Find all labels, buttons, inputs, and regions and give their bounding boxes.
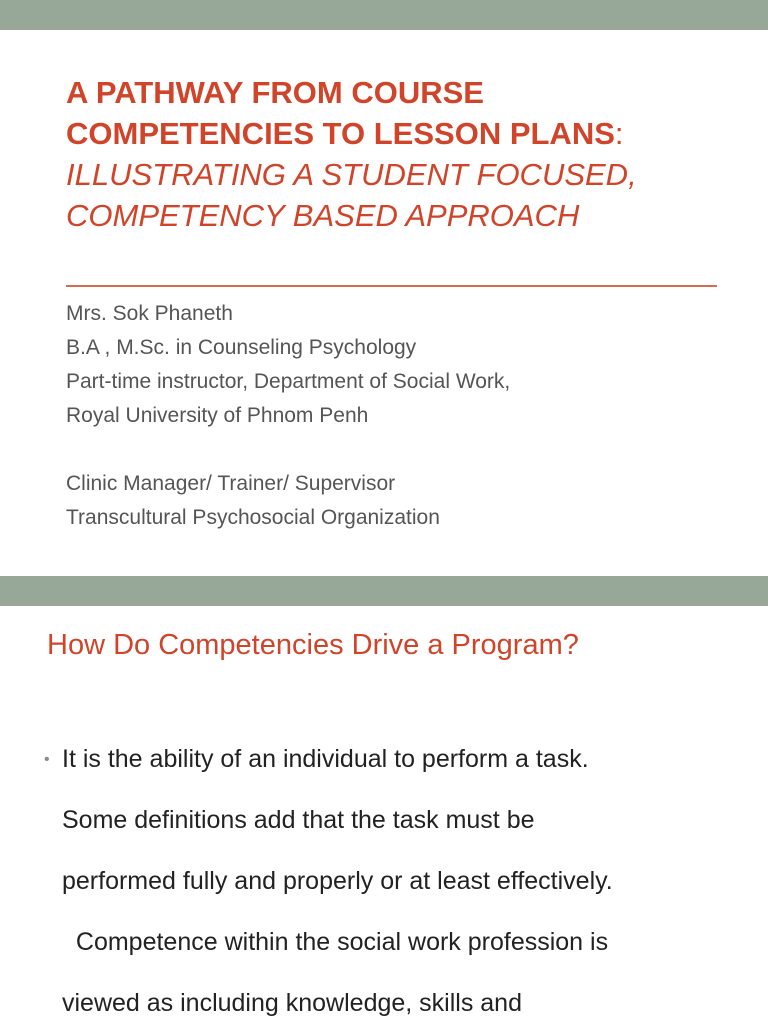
bullet-paragraph [44, 729, 734, 1034]
author-position: Part-time instructor, Department of Social Work, [66, 370, 511, 393]
body-line: Some definitions add that the task must be [62, 806, 535, 834]
title-italic-text: ILLUSTRATING A STUDENT FOCUSED, COMPETENCY BASED APPROACH [66, 157, 637, 233]
title-slide [0, 30, 768, 576]
body-line: viewed as including knowledge, skills and [62, 989, 522, 1017]
title-bold-text: A PATHWAY FROM COURSE COMPETENCIES TO LESSON PLANS [66, 75, 615, 151]
top-divider-band [0, 0, 768, 30]
organization-info [66, 467, 706, 535]
body-line: Competence within the social work profession is [62, 928, 609, 956]
body-line: It is the ability of an individual to perform a task. [62, 745, 589, 773]
body-line: performed fully and properly or at least effectively. [62, 867, 613, 895]
content-slide [0, 606, 768, 1024]
author-name: Mrs. Sok Phaneth [66, 302, 233, 325]
org-role: Clinic Manager/ Trainer/ Supervisor [66, 472, 396, 495]
middle-divider-band [0, 576, 768, 606]
author-degree: B.A , M.Sc. in Counseling Psychology [66, 336, 417, 359]
author-university: Royal University of Phnom Penh [66, 404, 369, 427]
org-name: Transcultural Psychosocial Organization [66, 506, 440, 529]
bullet-icon: • [44, 751, 50, 768]
title-underline-rule [66, 285, 717, 287]
title-colon: : [614, 116, 624, 151]
slide-title [66, 72, 706, 236]
content-slide-title: How Do Competencies Drive a Program? [47, 629, 579, 661]
author-info [66, 297, 706, 433]
